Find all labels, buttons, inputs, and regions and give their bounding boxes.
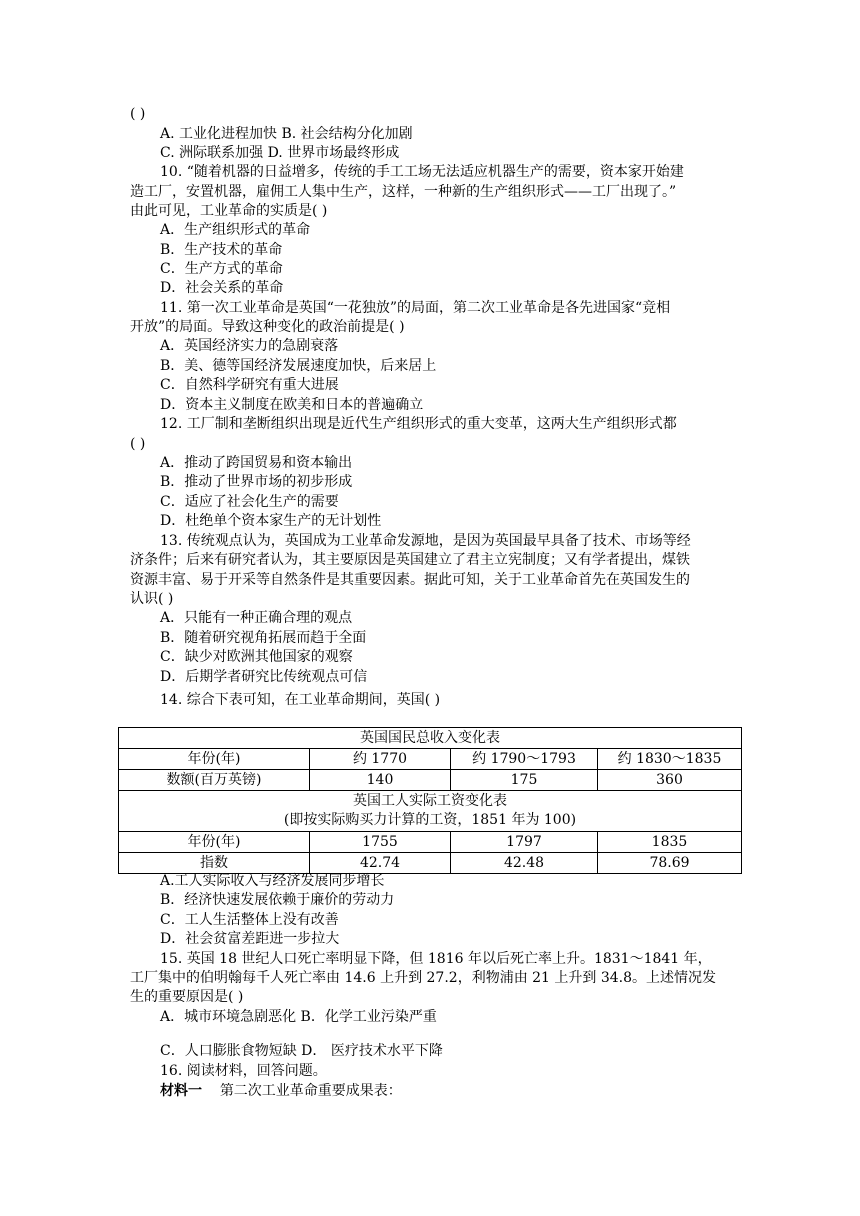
table-cell: 1797 <box>451 832 598 853</box>
q12-stem-line: 12. 工厂制和垄断组织出现是近代生产组织形式的重大变革，这两大生产组织形式都 <box>160 416 677 432</box>
q16-material <box>160 1081 402 1101</box>
q16-stem: 16. 阅读材料，回答问题。 <box>160 1063 327 1079</box>
q12-option-a: A．推动了跨国贸易和资本输出 <box>160 455 353 471</box>
q13-option-c: C．缺少对欧洲其他国家的观察 <box>160 649 353 665</box>
q15-options-ab: A．城市环境急剧恶化 B．化学工业污染严重 <box>160 1009 437 1025</box>
q9-options-cd: C. 洲际联系加强 D. 世界市场最终形成 <box>160 145 400 161</box>
q10-stem-line: 造工厂，安置机器，雇佣工人集中生产，这样，一种新的生产组织形式——工厂出现了。” <box>130 184 677 200</box>
table-cell: 78.69 <box>598 853 742 874</box>
material-text: 第二次工业革命重要成果表： <box>219 1083 402 1099</box>
table-title-income: 英国国民总收入变化表 <box>119 728 742 749</box>
q12-option-d: D．杜绝单个资本家生产的无计划性 <box>160 513 382 529</box>
table-cell: 1755 <box>310 832 451 853</box>
q13-stem-line: 认识( ) <box>130 591 174 607</box>
q11-option-d: D．资本主义制度在欧美和日本的普遍确立 <box>160 397 424 413</box>
table-cell: 约 1830～1835 <box>598 749 742 770</box>
income-wage-table <box>118 727 742 874</box>
q11-option-c: C．自然科学研究有重大进展 <box>160 377 339 393</box>
q9-answer-paren: ( ) <box>130 106 146 122</box>
q11-option-b: B．美、德等国经济发展速度加快，后来居上 <box>160 358 437 374</box>
table-cell: 1835 <box>598 832 742 853</box>
table-cell: 年份(年) <box>119 749 310 770</box>
q11-stem-line: 开放”的局面。导致这种变化的政治前提是( ) <box>130 319 405 335</box>
table-cell: 140 <box>310 770 451 791</box>
table-cell: 约 1790～1793 <box>451 749 598 770</box>
material-label: 材料一 <box>160 1083 202 1099</box>
table-cell: 42.48 <box>451 853 598 874</box>
q10-option-b: B．生产技术的革命 <box>160 242 283 258</box>
q12-stem-line: ( ) <box>130 436 146 452</box>
q13-option-a: A．只能有一种正确合理的观点 <box>160 610 353 626</box>
q13-option-d: D．后期学者研究比传统观点可信 <box>160 669 368 685</box>
q15-stem-line: 15. 英国 18 世纪人口死亡率明显下降，但 1816 年以后死亡率上升。1831～1841 年， <box>160 951 712 967</box>
table-title-wage-note: (即按实际购买力计算的工资，1851 年为 100) <box>283 812 577 828</box>
table-cell: 约 1770 <box>310 749 451 770</box>
q13-stem-line: 13. 传统观点认为，英国成为工业革命发源地，是因为英国最早具备了技术、市场等经 <box>160 533 691 549</box>
q14-option-a: A.工人实际收入与经济发展同步增长 <box>160 873 385 889</box>
q15-options-cd: C．人口膨胀食物短缺 D． 医疗技术水平下降 <box>160 1043 443 1059</box>
q13-stem-line: 济条件；后来有研究者认为，其主要原因是英国建立了君主立宪制度；又有学者提出，煤铁 <box>130 552 690 568</box>
q14-stem: 14. 综合下表可知，在工业革命期间，英国( ) <box>160 692 441 708</box>
q10-stem-line: 由此可见，工业革命的实质是( ) <box>130 203 328 219</box>
table-title-wage <box>119 791 742 832</box>
q15-stem-line: 生的重要原因是( ) <box>130 989 244 1005</box>
q10-option-d: D．社会关系的革命 <box>160 280 284 296</box>
q13-stem-line: 资源丰富、易于开采等自然条件是其重要因素。据此可知，关于工业革命首先在英国发生的 <box>130 572 690 588</box>
q10-option-a: A．生产组织形式的革命 <box>160 222 311 238</box>
q13-option-b: B．随着研究视角拓展而趋于全面 <box>160 630 367 646</box>
q14-option-c: C．工人生活整体上没有改善 <box>160 912 339 928</box>
q10-stem-line: 10. “随着机器的日益增多，传统的手工工场无法适应机器生产的需要，资本家开始建 <box>160 164 684 180</box>
table-cell: 360 <box>598 770 742 791</box>
table-cell: 175 <box>451 770 598 791</box>
table-cell: 指数 <box>119 853 310 874</box>
q11-option-a: A．英国经济实力的急剧衰落 <box>160 338 339 354</box>
table-cell: 数额(百万英镑) <box>119 770 310 791</box>
q12-option-b: B．推动了世界市场的初步形成 <box>160 474 353 490</box>
table-cell: 年份(年) <box>119 832 310 853</box>
table-cell: 42.74 <box>310 853 451 874</box>
q12-option-c: C．适应了社会化生产的需要 <box>160 494 339 510</box>
table-title-wage-main: 英国工人实际工资变化表 <box>353 793 507 809</box>
q14-option-d: D．社会贫富差距进一步拉大 <box>160 931 340 947</box>
q14-option-b: B．经济快速发展依赖于廉价的劳动力 <box>160 892 395 908</box>
q9-options-ab: A. 工业化进程加快 B. 社会结构分化加剧 <box>160 126 413 142</box>
q10-option-c: C．生产方式的革命 <box>160 261 283 277</box>
q15-stem-line: 工厂集中的伯明翰每千人死亡率由 14.6 上升到 27.2，利物浦由 21 上升到 34.8。上述情况发 <box>130 970 717 986</box>
q11-stem-line: 11. 第一次工业革命是英国“一花独放”的局面，第二次工业革命是各先进国家“竞相 <box>160 300 671 316</box>
